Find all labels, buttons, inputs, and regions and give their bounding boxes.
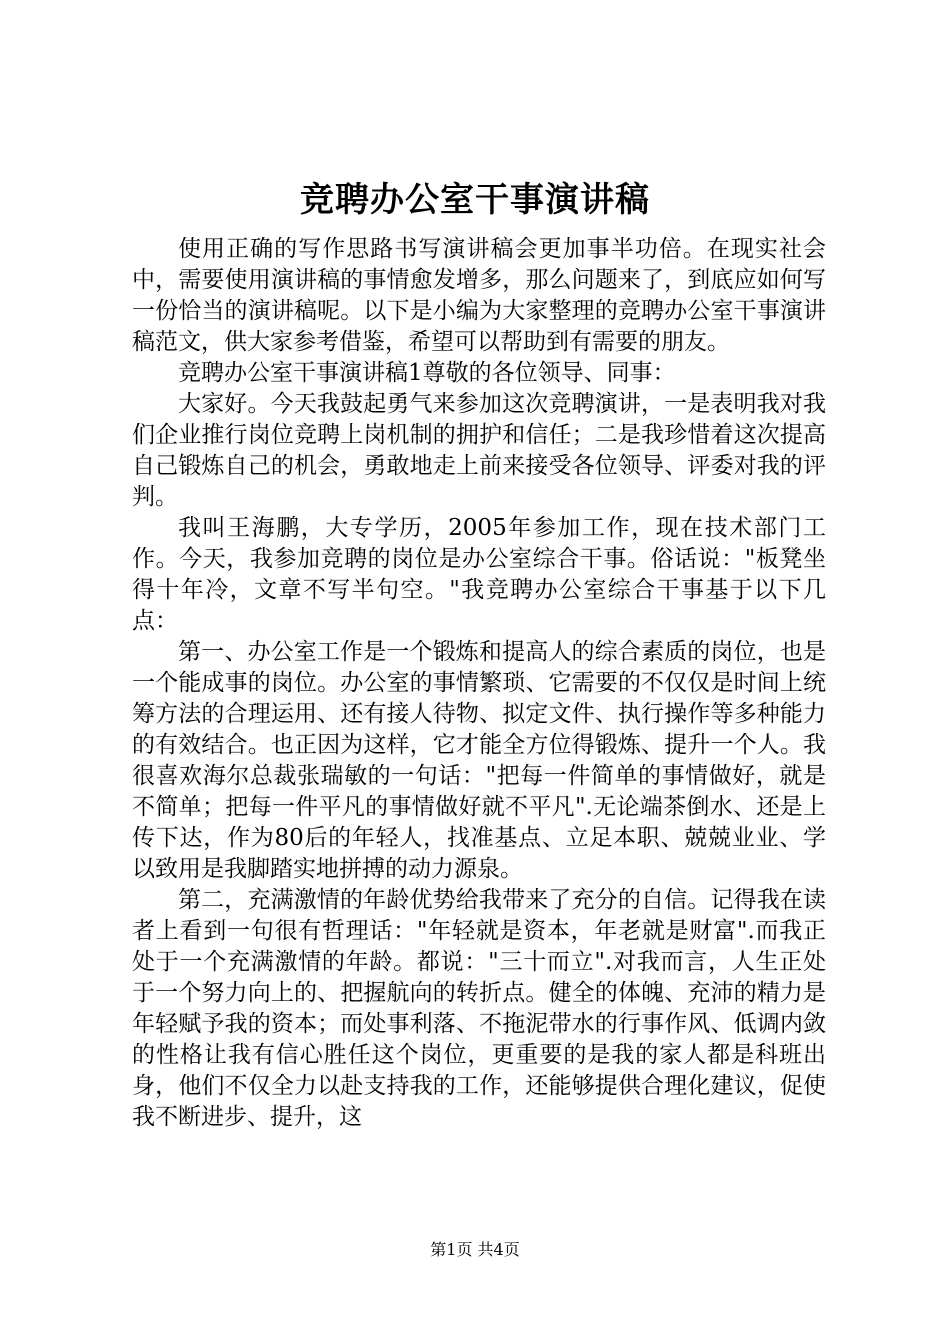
paragraph-intro: 使用正确的写作思路书写演讲稿会更加事半功倍。在现实社会中，需要使用演讲稿的事情愈发增多，那么问题来了，到底应如何写一份恰当的演讲稿呢。以下是小编为大家整理的竞聘办公室干事演讲稿范文，供大家参考借鉴，希望可以帮助到有需要的朋友。	[132, 236, 826, 355]
paragraph-point-one: 第一、办公室工作是一个锻炼和提高人的综合素质的岗位，也是一个能成事的岗位。办公室的事情繁琐、它需要的不仅仅是时间上统筹方法的合理运用、还有接人待物、拟定文件、执行操作等多种能力的有效结合。也正因为这样，它才能全方位得锻炼、提升一个人。我很喜欢海尔总裁张瑞敏的一句话："把每一件简单的事情做好，就是不简单；把每一件平凡的事情做好就不平凡".无论端茶倒水、还是上传下达，作为80后的年轻人，找准基点、立足本职、兢兢业业、学以致用是我脚踏实地拼搏的动力源泉。	[132, 639, 826, 882]
document-body	[132, 234, 826, 1133]
paragraph-greeting: 大家好。今天我鼓起勇气来参加这次竞聘演讲，一是表明我对我们企业推行岗位竞聘上岗机制的拥护和信任；二是我珍惜着这次提高自己锻炼自己的机会，勇敢地走上前来接受各位领导、评委对我的评判。	[132, 391, 826, 510]
paragraph-self-introduction: 我叫王海鹏，大专学历，2005年参加工作，现在技术部门工作。今天，我参加竞聘的岗位是办公室综合干事。俗话说："板凳坐得十年冷，文章不写半句空。"我竞聘办公室综合干事基于以下几点：	[132, 515, 826, 634]
page-number-footer: 第1页 共4页	[430, 1240, 520, 1259]
document-title: 竞聘办公室干事演讲稿	[300, 180, 650, 220]
paragraph-point-two: 第二，充满激情的年龄优势给我带来了充分的自信。记得我在读者上看到一句很有哲理话："年轻就是资本，年老就是财富".而我正处于一个充满激情的年龄。都说："三十而立".对我而言，人生正处于一个努力向上的、把握航向的转折点。健全的体魄、充沛的精力是年轻赋予我的资本；而处事利落、不拖泥带水的行事作风、低调内敛的性格让我有信心胜任这个岗位，更重要的是我的家人都是科班出身，他们不仅全力以赴支持我的工作，还能够提供合理化建议，促使我不断进步、提升，这	[132, 887, 826, 1130]
paragraph-salutation: 竞聘办公室干事演讲稿1尊敬的各位领导、同事：	[178, 360, 676, 386]
